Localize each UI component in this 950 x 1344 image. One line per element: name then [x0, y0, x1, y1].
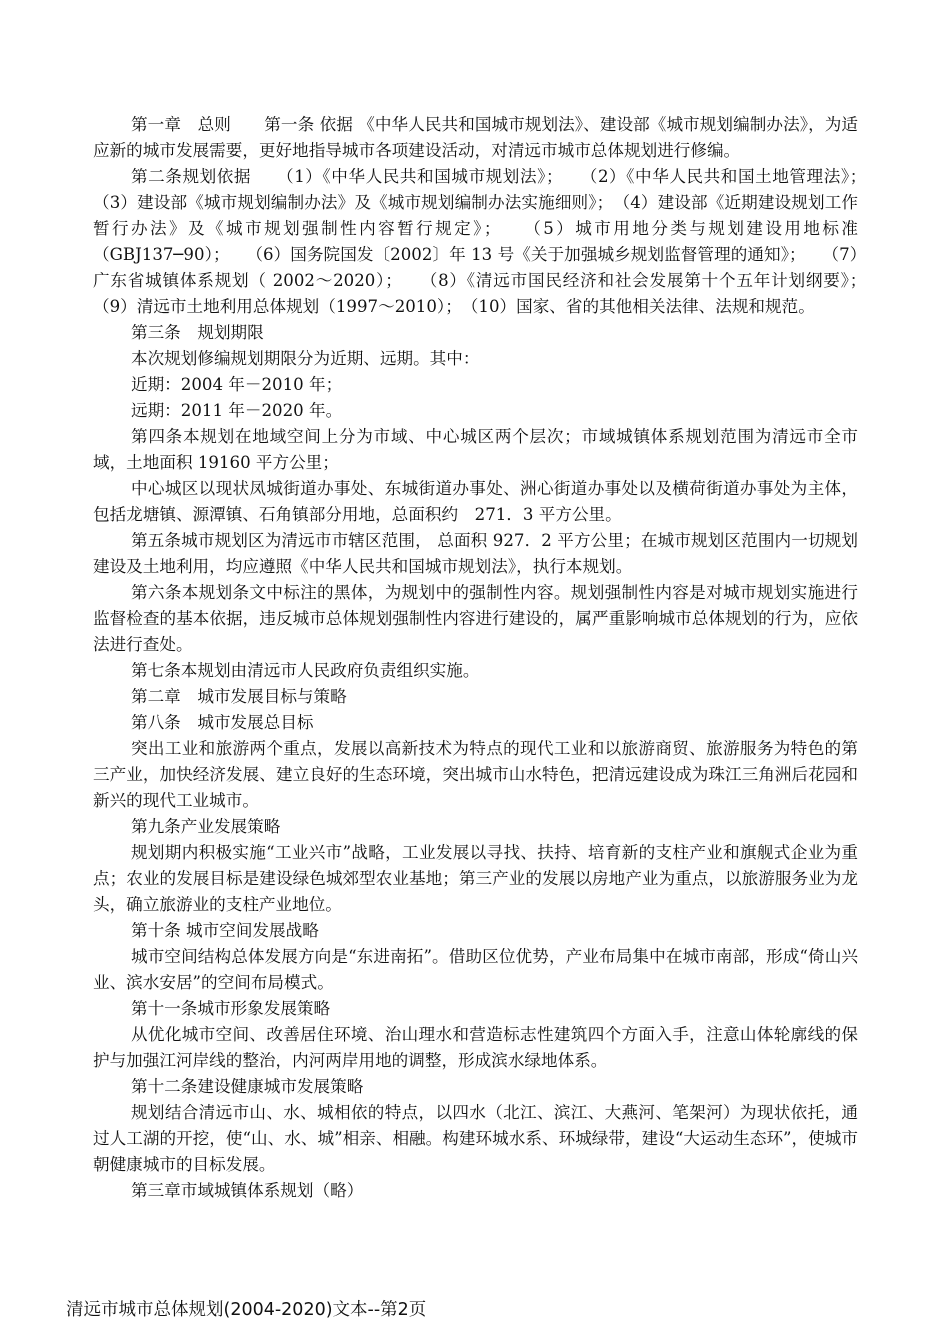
paragraph-central-district: 中心城区以现状凤城街道办事处、东城街道办事处、洲心街道办事处以及横荷街道办事处为主体，包括龙塘镇、源潭镇、石角镇部分用地，总面积约 271．3 平方公里。 — [93, 479, 858, 524]
paragraph-article7: 第七条本规划由清远市人民政府负责组织实施。 — [131, 661, 480, 680]
paragraph-healthy-city-strategy: 规划结合清远市山、水、城相依的特点，以四水（北江、滨江、大燕河、笔架河）为现状依托，通过人工湖的开挖，使“山、水、城”相亲、相融。构建环城水系、环城绿带，建设“大运动生态环”，使城市朝健康城市的目标发展。 — [93, 1103, 858, 1174]
body-text — [93, 112, 892, 1204]
paragraph-article4: 第四条本规划在地域空间上分为市域、中心城区两个层次；市域城镇体系规划范围为清远市全市域，土地面积 19160 平方公里； — [93, 427, 858, 472]
paragraph-article8-heading: 第八条 城市发展总目标 — [131, 713, 314, 732]
paragraph-image-strategy: 从优化城市空间、改善居住环境、治山理水和营造标志性建筑四个方面入手，注意山体轮廓线的保护与加强江河岸线的整治，内河两岸用地的调整，形成滨水绿地体系。 — [93, 1025, 858, 1070]
paragraph-article5: 第五条城市规划区为清远市市辖区范围， 总面积 927．2 平方公里；在城市规划区范围内一切规划建设及土地利用，均应遵照《中华人民共和国城市规划法》，执行本规划。 — [93, 531, 858, 576]
paragraph-article3-heading: 第三条 规划期限 — [131, 323, 264, 342]
paragraph-chapter3-heading: 第三章市域城镇体系规划（略） — [131, 1181, 364, 1200]
paragraph-long-term: 远期：2011 年－2020 年。 — [131, 401, 343, 420]
paragraph-chapter2-heading: 第二章 城市发展目标与策略 — [131, 687, 347, 706]
paragraph-overall-goal: 突出工业和旅游两个重点，发展以高新技术为特点的现代工业和以旅游商贸、旅游服务为特色的第三产业，加快经济发展、建立良好的生态环境，突出城市山水特色，把清远建设成为珠江三角洲后花园和新兴的现代工业城市。 — [93, 739, 858, 810]
paragraph-industry-strategy: 规划期内积极实施“工业兴市”战略，工业发展以寻找、扶持、培育新的支柱产业和旗舰式企业为重点；农业的发展目标是建设绿色城郊型农业基地；第三产业的发展以房地产业为重点，以旅游服务业为龙头，确立旅游业的支柱产业地位。 — [93, 843, 858, 914]
paragraph-chapter1-article1: 第一章 总则 第一条 依据 《中华人民共和国城市规划法》、建设部《城市规划编制办法》，为适应新的城市发展需要，更好地指导城市各项建设活动，对清远市城市总体规划进行修编。 — [93, 115, 858, 160]
paragraph-article2-basis: 第二条规划依据 （1）《中华人民共和国城市规划法》； （2）《中华人民共和国土地管理法》； （3）建设部《城市规划编制办法》及《城市规划编制办法实施细则》； （4）建设部《近期建设规划工作暂行办法》及《城市规划强制性内容暂行规定》； （5）城市用地分类与规划建设用地标准（GBJ137─90）； （6）国务院国发〔2002〕年 13 号《关于加强城乡规划监督管理的通知》； （7）广东省城镇体系规划（ 2002～2020）； （8）《清远市国民经济和社会发展第十个五年计划纲要》； （9）清远市土地利用总体规划（1997～2010）； （10）国家、省的其他相关法律、法规和规范。 — [93, 167, 892, 316]
paragraph-article6: 第六条本规划条文中标注的黑体，为规划中的强制性内容。规划强制性内容是对城市规划实施进行监督检查的基本依据，违反城市总体规划强制性内容进行建设的，属严重影响城市总体规划的行为，应依法进行查处。 — [93, 583, 858, 654]
paragraph-period-intro: 本次规划修编规划期限分为近期、远期。其中： — [131, 349, 480, 368]
page-footer: 清远市城市总体规划(2004-2020)文本--第2页 — [66, 1300, 427, 1320]
paragraph-spatial-strategy: 城市空间结构总体发展方向是“东进南拓”。借助区位优势，产业布局集中在城市南部，形成“倚山兴业、滨水安居”的空间布局模式。 — [93, 947, 858, 992]
paragraph-article9-heading: 第九条产业发展策略 — [131, 817, 281, 836]
paragraph-near-term: 近期：2004 年－2010 年； — [131, 375, 343, 394]
paragraph-article10-heading: 第十条 城市空间发展战略 — [131, 921, 319, 940]
paragraph-article11-heading: 第十一条城市形象发展策略 — [131, 999, 331, 1018]
paragraph-article12-heading: 第十二条建设健康城市发展策略 — [131, 1077, 364, 1096]
